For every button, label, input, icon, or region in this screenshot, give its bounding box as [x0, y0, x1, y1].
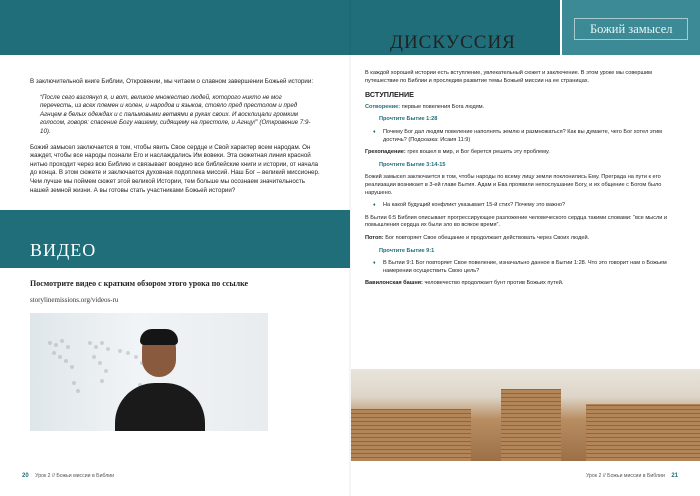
right-footer-text: Урок 2 // Божьи миссии в Библии — [585, 473, 665, 479]
video-thumbnail[interactable] — [30, 313, 268, 431]
question-3: ♦ В Бытии 9:1 Бог повторяет Свое повеление, изначально данное в Бытии 1:28. Что это говорит нам о Божьем намерении осуществить Свою цель? — [365, 260, 677, 275]
babel-term: Вавилонская башня: — [365, 280, 423, 287]
body-paragraph: Божий замысел заключается в том, чтобы явить Свое сердце и Свой характер всем народам. Он жаждет, чтобы все народы познали Его и наслаждались Им вовеки. Эта сюжетная линия красной нитью проходит через всю Библию и связывает воедино все библейские книги и истории, от начала до конца. В этом сюжете и заключается духовная подоплека миссий. Наш Бог – великий миссионер. Чем лучше мы поймем сюжет этой великой Истории, тем больше мы осознаем значительность нашей земной жизни. А вы готовы стать участниками Божьей истории? — [30, 143, 320, 194]
left-footer — [22, 473, 114, 479]
flood-line — [365, 235, 677, 243]
flood-term: Потоп: — [365, 234, 384, 241]
reading-ref-2: Прочтите Бытие 3:14-15 — [379, 161, 446, 168]
flood-text: Бог повторяет Свое обещание и продолжает действовать через Своих людей. — [385, 234, 590, 241]
creation-line — [365, 104, 677, 112]
brick-wall-left — [351, 409, 471, 461]
left-page-number: 20 — [22, 473, 29, 479]
lesson-title: Божий замысел — [590, 22, 673, 36]
left-footer-text: Урок 2 // Божьи миссии в Библии — [35, 473, 115, 479]
paragraph-3: В Бытии 6:5 Библия описывает прогрессирующее разложение человеческого сердца такими словами: “все мысли и помышления сердца их были зло во всякое время”. — [365, 214, 668, 229]
reading-ref-3: Прочтите Бытие 9:1 — [379, 247, 435, 254]
discussion-title: ДИСКУССИЯ — [390, 32, 516, 53]
lesson-title-tag — [562, 0, 700, 55]
brick-stairs-center — [501, 389, 561, 461]
video-section-title: ВИДЕО — [30, 240, 97, 260]
section-heading: ВСТУПЛЕНИЕ — [365, 90, 414, 100]
fall-text: грех вошел в мир, и Бог берется решить эту проблему. — [407, 149, 550, 156]
right-footer — [586, 473, 678, 479]
discussion-intro: В каждой хорошей истории есть вступление, увлекательный сюжет и заключение. В этом уроке мы совершим путешествие по Библии и проследим развитие темы Божьей миссии на ее страницах. — [365, 70, 652, 84]
watch-instruction: Посмотрите видео с кратким обзором этого урока по ссылке — [30, 279, 249, 288]
brick-wall-right — [586, 404, 700, 461]
video-link[interactable]: storylinemissions.org/videos-ru — [30, 296, 119, 304]
question-1: ♦ Почему Бог дал людям повеление наполнять землю и размножаться? Как вы думаете, чего Бог хотел этим достичь? (Подсказка: Исаия 11:9) — [365, 129, 677, 144]
discussion-content — [365, 70, 677, 293]
fall-line — [365, 149, 677, 157]
revelation-quote: “После сего взглянул я, и вот, великое множество людей, которого никто не мог перечесть, из всех племен и колен, и народов и языков, стояло пред престолом и пред Агнцем в белых одеждах и с пальмовыми ветвями в руках своих. И восклицали громким голосом, говоря: спасение Богу нашему, сидящему на престоле, и Агнцу!” (Откровение 7:9-10). — [40, 93, 311, 135]
ziggurat-photo — [351, 369, 700, 461]
reading-ref-1: Прочтите Бытие 1:28 — [379, 116, 438, 123]
babel-text: человечество продолжает бунт против Божьих путей. — [424, 280, 564, 287]
fall-term: Грехопадение: — [365, 149, 406, 156]
question-2: ♦ На какой будущий конфликт указывает 15-й стих? Почему это важно? — [365, 202, 677, 210]
creation-term: Сотворение: — [365, 103, 401, 110]
paragraph-2: Божий замысел заключается в том, чтобы народы по всему лицу земли поклонились Ему. Преграда на пути к его реализации возникает в 3-ей главе Бытия. Адам и Ева проявили непослушание Богу, и их общение с Богом было нарушено. — [365, 174, 662, 196]
creation-text: первые повеления Бога людям. — [401, 103, 485, 110]
left-intro-text — [30, 78, 322, 202]
intro-paragraph: В заключительной книге Библии, Откровении, мы читаем о славном завершении Божьей истории: — [30, 78, 314, 85]
presenter-hair — [140, 329, 178, 345]
right-page-number: 21 — [671, 473, 678, 479]
babel-line — [365, 280, 677, 288]
